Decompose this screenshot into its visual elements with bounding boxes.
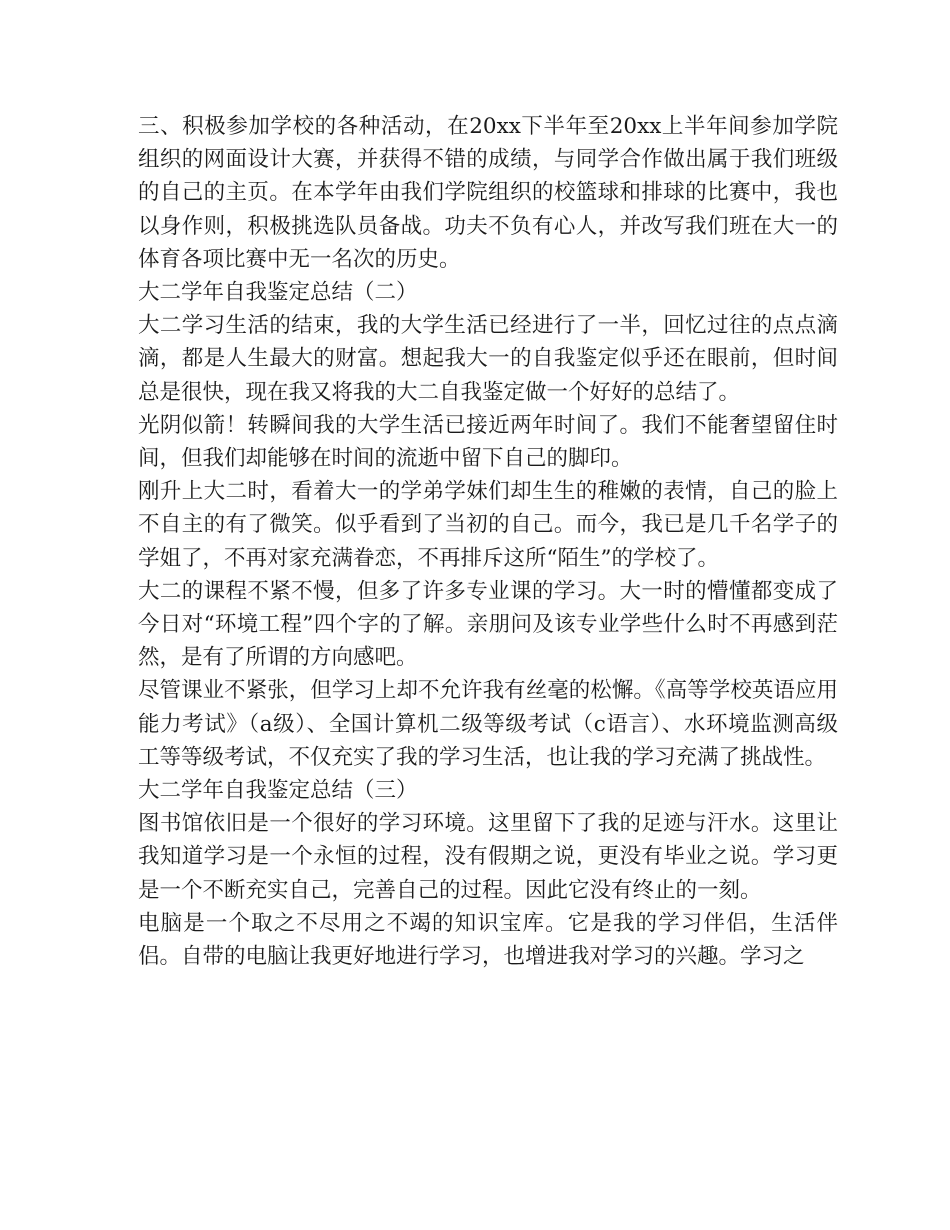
paragraph-activities: 三、积极参加学校的各种活动，在20xx下半年至20xx上半年间参加学院组织的网面设计大赛，并获得不错的成绩，与同学合作做出属于我们班级的自己的主页。在本学年由我们学院组织的校篮球和排球的比赛中，我也以身作则，积极挑选队员备战。功夫不负有心人，并改写我们班在大一的体育各项比赛中无一名次的历史。 <box>138 114 838 272</box>
section-heading-3: 大二学年自我鉴定总结（三） <box>138 778 418 804</box>
paragraph-computer: 电脑是一个取之不尽用之不竭的知识宝库。它是我的学习伴侣，生活伴侣。自带的电脑让我更好地进行学习，也增进我对学习的兴趣。学习之 <box>138 910 838 970</box>
document-body <box>138 110 838 973</box>
paragraph-exams: 尽管课业不紧张，但学习上却不允许我有丝毫的松懈。《高等学校英语应用能力考试》（a级）、全国计算机二级等级考试（c语言）、水环境监测高级工等等级考试，不仅充实了我的学习生活，也让我的学习充满了挑战性。 <box>138 678 838 770</box>
paragraph-intro: 大二学习生活的结束，我的大学生活已经进行了一半，回忆过往的点点滴滴，都是人生最大的财富。想起我大一的自我鉴定似乎还在眼前，但时间总是很快，现在我又将我的大二自我鉴定做一个好好的总结了。 <box>138 313 838 405</box>
paragraph-time: 光阴似箭！转瞬间我的大学生活已接近两年时间了。我们不能奢望留住时间，但我们却能够在时间的流逝中留下自己的脚印。 <box>138 412 838 472</box>
paragraph-courses: 大二的课程不紧不慢，但多了许多专业课的学习。大一时的懵懂都变成了今日对“环境工程”四个字的了解。亲朋问及该专业学些什么时不再感到茫然，是有了所谓的方向感吧。 <box>138 578 838 671</box>
section-heading-2: 大二学年自我鉴定总结（二） <box>138 280 418 306</box>
paragraph-juniors: 刚升上大二时，看着大一的学弟学妹们却生生的稚嫩的表情，自己的脸上不自主的有了微笑。似乎看到了当初的自己。而今，我已是几千名学子的学姐了，不再对家充满眷恋，不再排斥这所“陌生”的学校了。 <box>138 479 838 571</box>
paragraph-library: 图书馆依旧是一个很好的学习环境。这里留下了我的足迹与汗水。这里让我知道学习是一个永恒的过程，没有假期之说，更没有毕业之说。学习更是一个不断充实自己，完善自己的过程。因此它没有终止的一刻。 <box>138 811 838 903</box>
